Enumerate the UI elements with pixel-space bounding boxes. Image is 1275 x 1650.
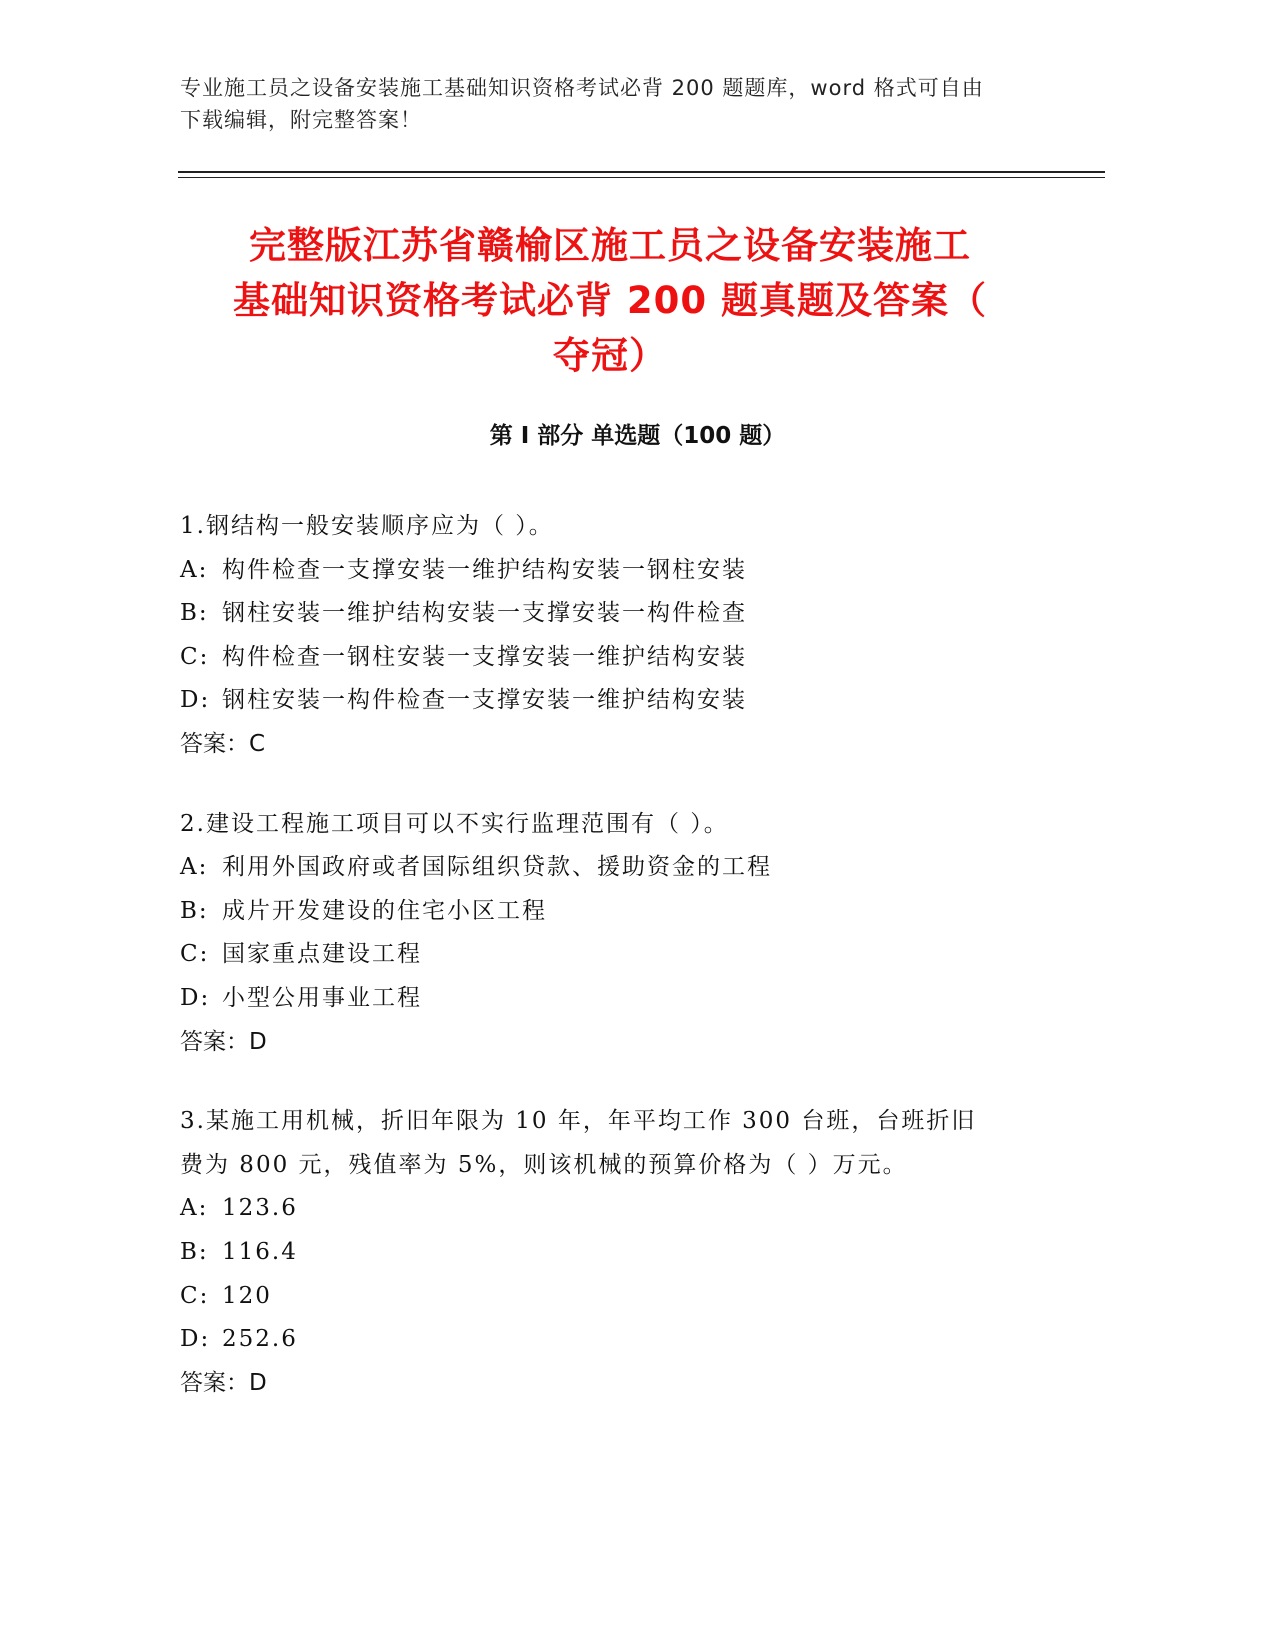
document-title (180, 218, 1040, 383)
option-text: 钢柱安装一构件检查一支撑安装一维护结构安装 (222, 687, 747, 714)
option-letter: A: (180, 1195, 209, 1222)
option-d (180, 977, 1040, 1021)
question-list (180, 505, 1040, 1441)
option-text: 123.6 (222, 1195, 298, 1222)
option-letter: C: (180, 1282, 210, 1309)
option-letter: C: (180, 643, 210, 670)
question-stem-continued: 费为 800 元，残值率为 5%，则该机械的预算价格为（ ）万元。 (180, 1151, 908, 1178)
question-stem: 2.建设工程施工项目可以不实行监理范围有（ ）。 (180, 810, 729, 837)
option-text: 120 (222, 1282, 272, 1309)
option-text: 国家重点建设工程 (222, 941, 422, 968)
section-title: 第 I 部分 单选题（100 题） (489, 423, 786, 449)
option-letter: D: (180, 984, 211, 1011)
option-letter: B: (180, 897, 209, 924)
question-stem: 1.钢结构一般安装顺序应为（ ）。 (180, 513, 554, 539)
header-divider-thin (178, 177, 1105, 178)
option-text: 116.4 (222, 1238, 298, 1265)
option-b (180, 1231, 1040, 1275)
option-a (180, 549, 1040, 593)
header-note (180, 72, 1060, 136)
option-letter: A: (180, 854, 209, 881)
option-text: 构件检查一支撑安装一维护结构安装一钢柱安装 (222, 556, 747, 583)
option-letter: B: (180, 600, 209, 627)
option-text: 小型公用事业工程 (222, 984, 422, 1011)
header-divider-thick (178, 171, 1105, 173)
question-3 (180, 1100, 1040, 1405)
option-c (180, 636, 1040, 680)
option-letter: D: (180, 687, 211, 714)
answer-text: 答案：D (180, 1028, 267, 1055)
document-title-line: 夺冠） (553, 334, 667, 377)
option-d (180, 679, 1040, 723)
option-letter: C: (180, 941, 210, 968)
option-a (180, 846, 1040, 890)
header-note-line: 专业施工员之设备安装施工基础知识资格考试必背 200 题题库，word 格式可自由 (180, 76, 984, 100)
option-text: 构件检查一钢柱安装一支撑安装一维护结构安装 (222, 643, 747, 670)
question-1 (180, 505, 1040, 767)
option-b (180, 592, 1040, 636)
option-letter: A: (180, 556, 209, 583)
option-letter: D: (180, 1326, 211, 1353)
answer-text: 答案：C (180, 730, 266, 757)
option-text: 钢柱安装一维护结构安装一支撑安装一构件检查 (222, 600, 747, 627)
option-text: 利用外国政府或者国际组织贷款、援助资金的工程 (222, 854, 772, 881)
option-a (180, 1187, 1040, 1231)
header-note-line: 下载编辑，附完整答案！ (180, 108, 422, 132)
option-text: 252.6 (222, 1326, 298, 1353)
option-text: 成片开发建设的住宅小区工程 (222, 897, 547, 924)
question-stem: 3.某施工用机械，折旧年限为 10 年，年平均工作 300 台班，台班折旧 (180, 1108, 977, 1135)
option-d (180, 1318, 1040, 1362)
option-b (180, 890, 1040, 934)
option-c (180, 1275, 1040, 1319)
option-letter: B: (180, 1238, 209, 1265)
document-title-line: 完整版江苏省赣榆区施工员之设备安装施工 (249, 224, 971, 267)
document-title-line: 基础知识资格考试必背 200 题真题及答案（ (233, 279, 987, 322)
option-c (180, 933, 1040, 977)
answer-text: 答案：D (180, 1369, 267, 1396)
question-2 (180, 803, 1040, 1065)
